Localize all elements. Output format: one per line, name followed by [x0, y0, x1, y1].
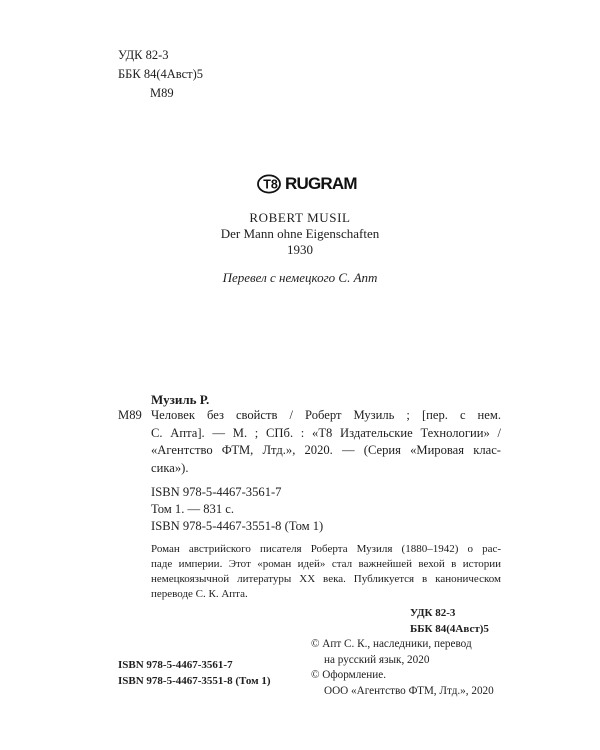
- copyright-line: ООО «Агентство ФТМ, Лтд.», 2020: [324, 684, 494, 697]
- publisher-logo-text: RUGRAM: [285, 174, 357, 193]
- bib-description-line: сика»).: [151, 460, 189, 475]
- original-title: Der Mann ohne Eigenschaften: [220, 226, 380, 241]
- copyright-line: © Апт С. К., наследники, перевод: [311, 638, 472, 650]
- original-author: ROBERT MUSIL: [249, 210, 351, 225]
- abstract-line: переводе С. К. Апта.: [151, 588, 248, 600]
- bib-isbn-volume: ISBN 978-5-4467-3551-8 (Том 1): [151, 519, 324, 533]
- t8-logo-icon: [257, 174, 283, 194]
- udk-code: УДК 82-3: [118, 48, 169, 62]
- bbk-code-bottom: ББК 84(4Авст)5: [410, 623, 489, 635]
- logo-mark-text: T8: [263, 177, 278, 192]
- publisher-logo: [257, 173, 357, 195]
- abstract-line: Роман австрийского писателя Роберта Музиля (1880–1942) о рас-: [151, 543, 501, 555]
- abstract-line: немецкоязычной литературы XX века. Публикуется в каноническом: [151, 573, 501, 585]
- bbk-code: ББК 84(4Авст)5: [118, 67, 204, 81]
- abstract-line: паде империи. Этот «роман идей» стал важнейшей вехой в истории: [151, 558, 501, 570]
- copyright-line: © Оформление.: [311, 669, 387, 681]
- copyright-line: на русский язык, 2020: [324, 653, 430, 666]
- bib-description-line: Человек без свойств / Роберт Музиль ; [пер. с нем.: [151, 408, 501, 422]
- translator-note: Перевел с немецкого С. Апт: [222, 270, 378, 285]
- isbn-bottom-main: ISBN 978-5-4467-3561-7: [118, 659, 233, 671]
- bib-author-mark: М89: [118, 408, 142, 422]
- isbn-bottom-volume: ISBN 978-5-4467-3551-8 (Том 1): [118, 675, 271, 687]
- bib-description-line: «Агентство ФТМ, Лтд.», 2020. — (Серия «Мировая клас-: [151, 443, 501, 457]
- bib-volume: Том 1. — 831 с.: [151, 502, 235, 516]
- bib-isbn-main: ISBN 978-5-4467-3561-7: [151, 485, 282, 499]
- bib-description-line: С. Апта]. — М. ; СПб. : «Т8 Издательские Технологии» /: [151, 425, 501, 440]
- author-mark: М89: [150, 86, 174, 100]
- udk-code-bottom: УДК 82-3: [410, 607, 456, 619]
- original-year: 1930: [287, 242, 313, 257]
- bib-author-heading: Музиль Р.: [151, 392, 210, 407]
